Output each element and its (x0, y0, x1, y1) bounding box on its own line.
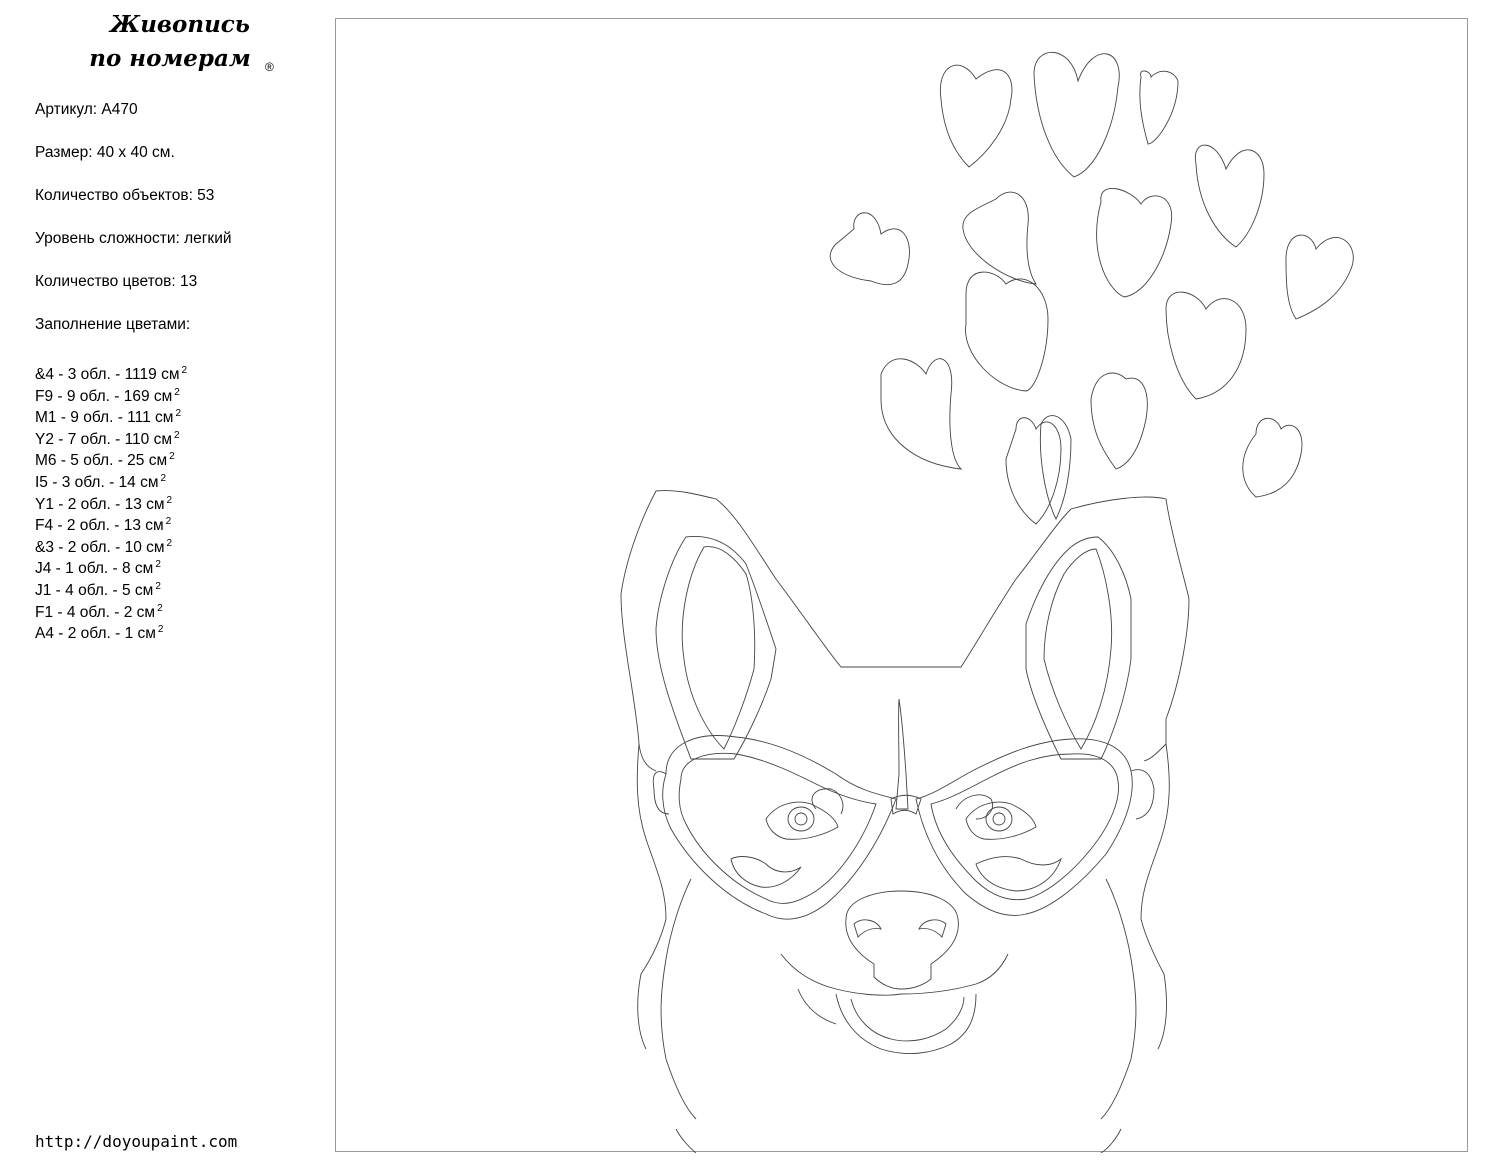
heart (1034, 52, 1119, 177)
heart (1091, 373, 1147, 469)
fill-item: J4 - 1 обл. - 8 см $^2$ (35, 559, 161, 578)
fill-item: &4 - 3 обл. - 1119 см $^2$ (35, 365, 188, 383)
heart (1040, 416, 1071, 519)
muzzle-group (781, 891, 1008, 1054)
neck-left (676, 1129, 696, 1153)
chin-line (798, 989, 836, 1024)
heart (830, 213, 909, 285)
left-ear-outer (656, 491, 1189, 761)
right-temple (1131, 770, 1154, 819)
fill-item: I5 - 3 обл. - 14 см $^2$ (35, 472, 167, 491)
left-iris (788, 807, 814, 831)
hearts-group (830, 52, 1353, 524)
registered-mark: ® (265, 60, 274, 74)
brand-line-1: Живопись (110, 11, 250, 38)
fill-item: M1 - 9 обл. - 111 см $^2$ (35, 408, 181, 427)
left-pupil (795, 813, 807, 825)
website-link[interactable]: http://doyoupaint.com (35, 1132, 238, 1151)
heart (1140, 71, 1178, 144)
right-iris (986, 807, 1012, 831)
tongue-inner (851, 997, 964, 1041)
fill-item: &3 - 2 обл. - 10 см $^2$ (35, 537, 173, 556)
fill-item: Y1 - 2 обл. - 13 см $^2$ (35, 494, 173, 513)
right-cheek-fur (1141, 744, 1169, 1049)
fill-item: A4 - 2 обл. - 1 см $^2$ (35, 624, 164, 643)
glasses-bridge (891, 795, 921, 814)
heart (1097, 188, 1172, 297)
right-nostril (919, 920, 946, 937)
fill-item: Y2 - 7 обл. - 110 см $^2$ (35, 429, 180, 448)
heart-glasses-group (653, 736, 1154, 920)
heart (966, 272, 1048, 391)
mouth-line (781, 954, 1008, 995)
right-fur-patch (976, 857, 1061, 891)
left-temple (653, 772, 669, 814)
left-eye (766, 802, 838, 839)
heart (1166, 292, 1246, 399)
nose (846, 891, 959, 989)
left-ear-inner (656, 536, 776, 759)
right-ear-inner-core (1044, 549, 1112, 749)
fill-heading: Заполнение цветами: (35, 316, 191, 333)
color-count: Количество цветов: 13 (35, 273, 198, 290)
heart (1006, 418, 1061, 524)
heart (1286, 235, 1353, 319)
right-eye (966, 802, 1036, 839)
right-cheek (1101, 879, 1136, 1119)
fill-item: F1 - 4 обл. - 2 см $^2$ (35, 602, 163, 621)
neck-right (1101, 1129, 1121, 1153)
canvas-size: Размер: 40 x 40 см. (35, 144, 175, 161)
right-lens-inner (931, 754, 1119, 900)
tongue (836, 994, 976, 1054)
artwork-canvas (335, 18, 1468, 1152)
right-ear-inner (1026, 537, 1131, 759)
heart (881, 359, 961, 469)
heart (1243, 418, 1302, 497)
product-info (35, 100, 232, 358)
difficulty-level: Уровень сложности: легкий (35, 230, 232, 247)
left-lens-inner (679, 753, 876, 903)
heart (963, 192, 1036, 284)
fill-item: M6 - 5 обл. - 25 см $^2$ (35, 451, 175, 470)
eyes-group (766, 802, 1036, 839)
color-fill-list (35, 360, 187, 641)
fill-item: F4 - 2 обл. - 13 см $^2$ (35, 516, 172, 535)
left-lens-frame (663, 736, 896, 920)
right-pupil (993, 813, 1005, 825)
forehead-blaze (896, 699, 908, 809)
brand-logo (60, 8, 300, 76)
fill-item: J1 - 4 обл. - 5 см $^2$ (35, 580, 161, 599)
left-nostril (854, 920, 881, 937)
brand-line-2: по номерам (89, 45, 251, 72)
right-lens-frame (916, 739, 1132, 916)
ears-group (621, 491, 1189, 771)
corgi-outline-drawing (336, 19, 1469, 1153)
object-count: Количество объектов: 53 (35, 187, 215, 204)
left-ear-inner-core (682, 547, 754, 749)
fill-item: F9 - 9 обл. - 169 см $^2$ (35, 386, 180, 405)
article-number: Артикул: A470 (35, 101, 138, 118)
left-cheek-fur (637, 744, 666, 1049)
heart (940, 65, 1012, 167)
left-fur-patch (731, 857, 801, 888)
left-ear-outer-edge (621, 491, 656, 771)
heart (1195, 145, 1264, 247)
body-group (637, 744, 1169, 1153)
left-nose-pad (812, 789, 843, 814)
